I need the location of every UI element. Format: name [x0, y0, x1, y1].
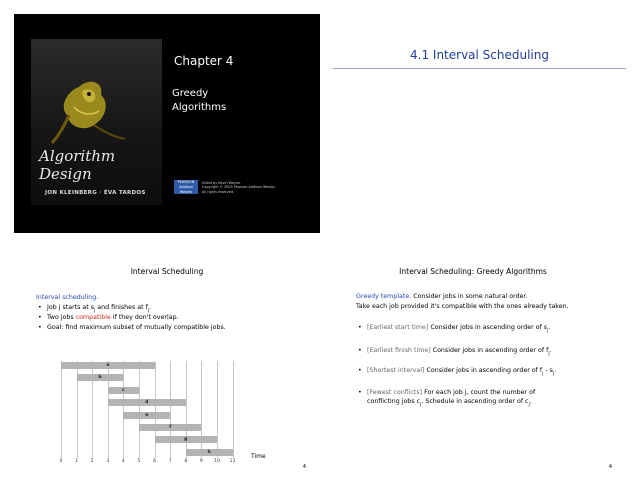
job-bar-e: e	[123, 412, 170, 419]
x-tick-label: 1	[75, 459, 79, 464]
strategy-shortest-interval: • [Shortest interval] Consider jobs in ascending order of $f_j - s_j$.	[367, 366, 556, 378]
page-number: 4	[302, 464, 306, 470]
x-tick-label: 3	[106, 459, 110, 464]
strategy-earliest-start: • [Earliest start time] Consider jobs in ascending order of $s_j$.	[367, 323, 550, 335]
x-tick-label: 5	[137, 459, 141, 464]
chapter-subtitle: Greedy Algorithms	[172, 88, 227, 113]
x-tick-label: 0	[59, 459, 63, 464]
strategy-fewest-conflicts: • [Fewest conflicts] For each job j, count the number of conflicting jobs $c_j$. Schedule in ascending order of $c_j$.	[367, 388, 535, 409]
x-tick-label: 6	[153, 459, 157, 464]
x-tick-label: 9	[199, 459, 203, 464]
title-slide	[14, 14, 320, 233]
grid-line	[123, 361, 124, 458]
grid-line	[139, 361, 140, 458]
book-authors: JON KLEINBERG · ÉVA TARDOS	[45, 190, 146, 196]
lead-line-2: Take each job provided it's compatible with the ones already taken.	[356, 303, 569, 310]
section-slide	[320, 14, 626, 233]
job-bar-g: g	[155, 436, 217, 443]
job-bar-d: d	[108, 399, 186, 406]
grid-line	[186, 361, 187, 458]
job-bar-h: h	[186, 449, 233, 456]
job-bar-c: c	[108, 387, 139, 394]
bullet-3: • Goal: find maximum subset of mutually compatible jobs.	[47, 323, 226, 332]
lead-line: Greedy template. Consider jobs in some natural order.	[356, 293, 528, 300]
lead-text: Interval scheduling.	[36, 294, 99, 301]
publisher-logo: PEARSON Addison Wesley	[174, 180, 198, 194]
chapter-title: Chapter 4	[174, 54, 234, 68]
x-tick-label: 4	[121, 459, 125, 464]
x-tick-label: 2	[90, 459, 94, 464]
x-tick-label: 7	[168, 459, 172, 464]
job-bar-a: a	[61, 362, 155, 369]
time-axis-label: Time	[251, 453, 266, 460]
bird-illustration	[49, 77, 129, 147]
x-tick-label: 8	[184, 459, 188, 464]
slide-heading: Interval Scheduling	[130, 267, 204, 276]
bullet-2: • Two jobs compatible if they don't overlap.	[47, 313, 179, 322]
title-rule	[333, 68, 626, 69]
bullet-1: • Job j starts at $s_j$ and finishes at $f_j$.	[47, 303, 151, 315]
greedy-algorithms-slide	[320, 262, 626, 481]
x-tick-label: 11	[229, 459, 236, 464]
slide-heading: Interval Scheduling: Greedy Algorithms	[399, 267, 547, 276]
job-bar-f: f	[139, 424, 201, 431]
section-title: 4.1 Interval Scheduling	[410, 48, 549, 62]
grid-line	[201, 361, 202, 458]
grid-line	[217, 361, 218, 458]
credits: Slides by Kevin Wayne. Copyright © 2005 Pearson-Addison Wesley. All rights reserved.	[202, 181, 276, 194]
x-tick-label: 10	[214, 459, 220, 464]
job-bar-b: b	[77, 374, 124, 381]
grid-line	[155, 361, 156, 458]
strategy-earliest-finish: • [Earliest finish time] Consider jobs in ascending order of $f_j$.	[367, 346, 552, 358]
interval-scheduling-slide	[14, 262, 320, 481]
page-number: 4	[608, 464, 612, 470]
book-cover	[31, 39, 162, 205]
grid-line	[170, 361, 171, 458]
grid-line	[233, 361, 234, 458]
grid-line	[61, 361, 62, 458]
book-title: Algorithm Design	[39, 147, 116, 183]
